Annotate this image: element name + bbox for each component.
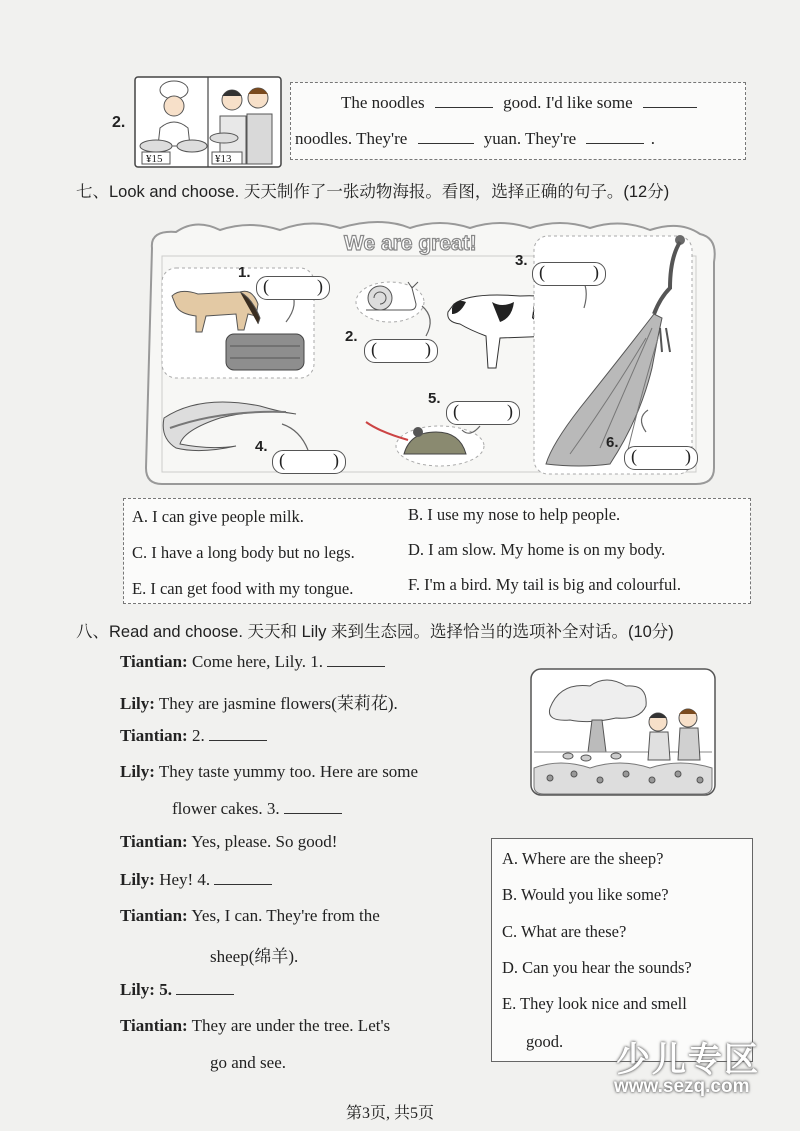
answer-blank[interactable] [643, 93, 697, 108]
poster-label-6: 6. [606, 434, 619, 451]
watermark-logo: 少儿专区 [616, 1041, 760, 1079]
answer-blank-1[interactable] [327, 652, 385, 667]
section-8-title: 八、Read and choose. 天天和 Lily 来到生态园。选择恰当的选项补全对话。(10分) [76, 623, 674, 641]
poster-title: We are great! [344, 232, 477, 255]
option-b: B. Would you like some? [502, 885, 669, 904]
answer-paren-3[interactable]: ( ) [532, 262, 606, 286]
option-d: D. Can you hear the sounds? [502, 958, 692, 977]
option-f: F. I'm a bird. My tail is big and colourful. [408, 575, 681, 594]
sentence-box [290, 82, 746, 160]
sentence-text: yuan. They're [483, 129, 577, 148]
price-tag-2: ¥13 [215, 153, 232, 165]
answer-blank-4[interactable] [214, 870, 272, 885]
noodle-shop-picture [134, 76, 282, 168]
question-number: 2. [112, 114, 126, 131]
dialogue-line-2: Lily: They are jasmine flowers(茉莉花). [120, 694, 398, 713]
option-b: B. I use my nose to help people. [408, 505, 621, 524]
answer-blank[interactable] [435, 93, 493, 108]
answer-blank[interactable] [418, 129, 474, 144]
option-e-cont: good. [526, 1032, 564, 1051]
dialogue-line-10: Lily: 5. [120, 980, 234, 1000]
option-c: C. I have a long body but no legs. [132, 543, 355, 562]
section-7-options [123, 498, 751, 604]
answer-paren-1[interactable]: ( ) [256, 276, 330, 300]
poster-label-5: 5. [428, 390, 441, 407]
answer-blank-3[interactable] [284, 799, 342, 814]
snail-picture [356, 282, 424, 322]
sentence-text: noodles. They're [295, 129, 408, 148]
poster-label-1: 1. [238, 264, 251, 281]
dialogue-line-4: Lily: They taste yummy too. Here are some [120, 762, 419, 781]
option-a: A. Where are the sheep? [502, 849, 664, 868]
answer-blank[interactable] [586, 129, 644, 144]
answer-blank-5[interactable] [176, 980, 234, 995]
option-e: E. They look nice and smell [502, 994, 687, 1013]
dialogue-line-5: flower cakes. 3. [172, 799, 342, 819]
eco-park-picture [530, 668, 716, 796]
section-8-options [491, 838, 753, 1062]
page-number: 第3页, 共5页 [346, 1105, 435, 1122]
answer-paren-4[interactable]: ( ) [272, 450, 346, 474]
dialogue-line-6: Tiantian: Yes, please. So good! [120, 832, 338, 851]
poster-label-4: 4. [255, 438, 268, 455]
option-a: A. I can give people milk. [132, 507, 304, 526]
section-7-title: 七、Look and choose. 天天制作了一张动物海报。看图，选择正确的句子。(12分) [76, 183, 670, 201]
option-c: C. What are these? [502, 922, 627, 941]
option-e: E. I can get food with my tongue. [132, 579, 354, 598]
dialogue-line-8: Tiantian: Yes, I can. They're from the [120, 906, 380, 925]
sentence-text: good. I'd like some [503, 93, 633, 112]
dialogue-line-9: sheep(绵羊). [210, 947, 299, 966]
dialogue-line-12: go and see. [210, 1053, 287, 1072]
watermark-url: www.sezq.com [614, 1076, 750, 1097]
dialogue-line-11: Tiantian: They are under the tree. Let's [120, 1016, 391, 1035]
answer-paren-5[interactable]: ( ) [446, 401, 520, 425]
sentence-text: . [650, 129, 655, 148]
answer-paren-2[interactable]: ( ) [364, 339, 438, 363]
option-d: D. I am slow. My home is on my body. [408, 540, 666, 559]
poster-label-2: 2. [345, 328, 358, 345]
price-tag-1: ¥15 [146, 153, 163, 165]
dialogue-line-3: Tiantian: 2. [120, 726, 267, 746]
dialogue-line-7: Lily: Hey! 4. [120, 870, 272, 890]
answer-paren-6[interactable]: ( ) [624, 446, 698, 470]
answer-blank-2[interactable] [209, 726, 267, 741]
sentence-text: The noodles [341, 93, 425, 112]
dialogue-line-1: Tiantian: Come here, Lily. 1. [120, 652, 385, 672]
poster-label-3: 3. [515, 252, 528, 269]
